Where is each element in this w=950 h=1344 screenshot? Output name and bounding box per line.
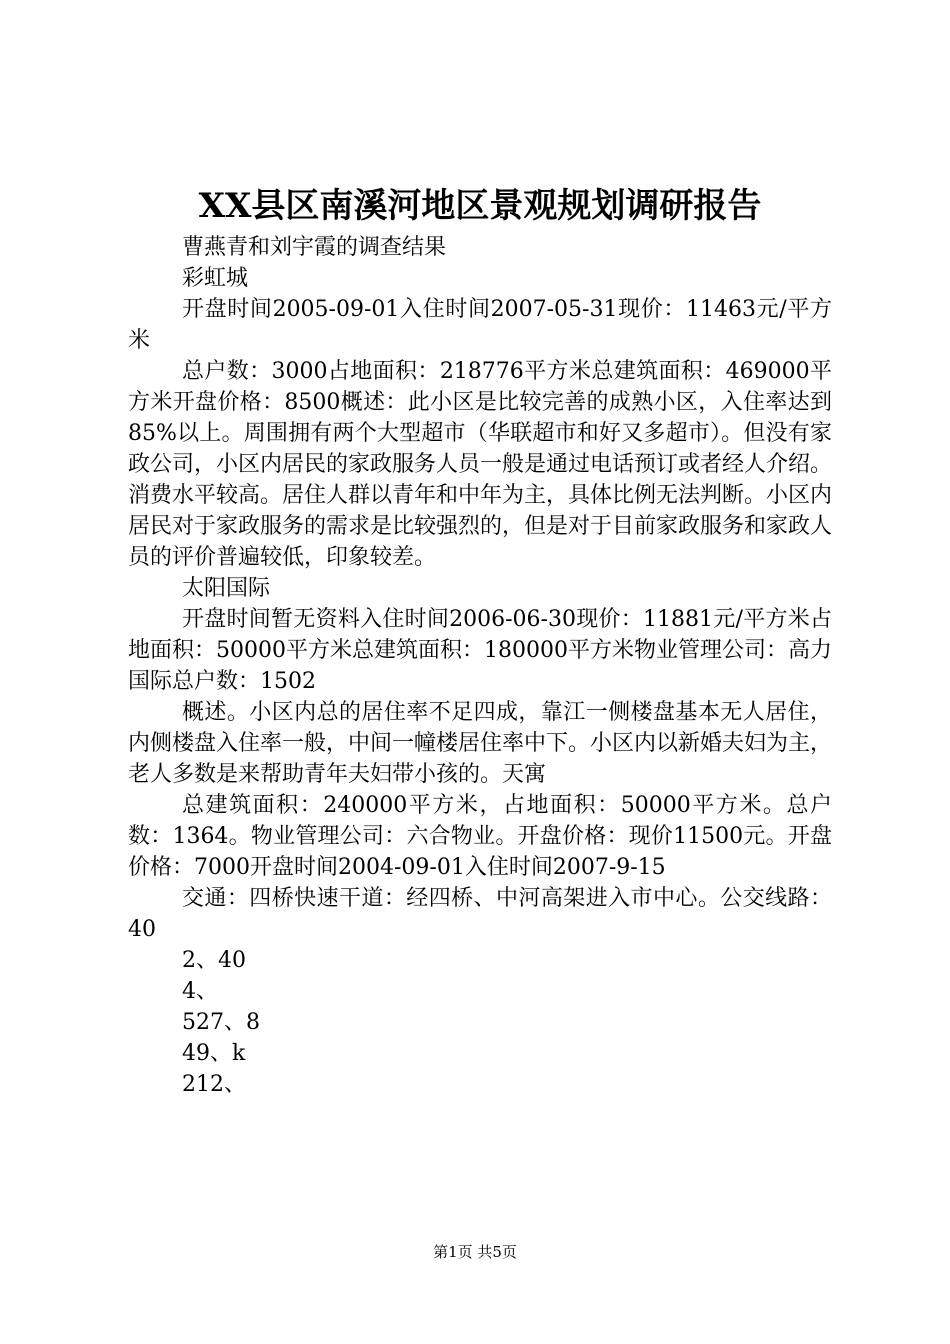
paragraph-bus-line: 49、k xyxy=(182,1041,246,1066)
paragraph-bus-line: 2、40 xyxy=(182,948,246,973)
paragraph-taiyangguoji-details: 开盘时间暂无资料入住时间2006-06-30现价：11881元/平方米占地面积：50000平方米总建筑面积：180000平方米物业管理公司：高力国际总户数：1502 xyxy=(128,607,832,694)
paragraph-heading-taiyangguoji: 太阳国际 xyxy=(182,576,271,601)
document-title: XX县区南溪河地区景观规划调研报告 xyxy=(198,186,762,226)
paragraph-bus-line: 527、8 xyxy=(182,1010,260,1035)
page-footer: 第1页 共5页 xyxy=(433,1243,517,1261)
paragraph-taiyangguoji-overview: 概述。小区内总的居住率不足四成，靠江一侧楼盘基本无人居住，内侧楼盘入住率一般，中间一幢楼居住率中下。小区内以新婚夫妇为主，老人多数是来帮助青年夫妇带小孩的。天寓 xyxy=(128,700,833,787)
document-page xyxy=(128,178,832,1100)
paragraph-bus-line: 4、 xyxy=(182,979,218,1004)
paragraph-tianyu-details: 总建筑面积：240000平方米，占地面积：50000平方米。总户数：1364。物业管理公司：六合物业。开盘价格：现价11500元。开盘价格：7000开盘时间2004-09-01入住时间2007-9-15 xyxy=(128,793,832,880)
paragraph-caihongcheng-overview: 总户数：3000占地面积：218776平方米总建筑面积：469000平方米开盘价格：8500概述：此小区是比较完善的成熟小区，入住率达到85%以上。周围拥有两个大型超市（华联超市和好又多超市）。但没有家政公司，小区内居民的家政服务人员一般是通过电话预订或者经人介绍。消费水平较高。居住人群以青年和中年为主，具体比例无法判断。小区内居民对于家政服务的需求是比较强烈的，但是对于目前家政服务和家政人员的评价普遍较低，印象较差。 xyxy=(128,359,833,570)
paragraph-heading-caihongcheng: 彩虹城 xyxy=(182,266,249,291)
paragraph-bus-line: 212、 xyxy=(182,1072,246,1097)
paragraph-transport: 交通：四桥快速干道：经四桥、中河高架进入市中心。公交线路：40 xyxy=(128,886,832,942)
paragraph-survey-authors: 曹燕青和刘宇霞的调查结果 xyxy=(182,235,447,260)
paragraph-caihongcheng-dates: 开盘时间2005-09-01入住时间2007-05-31现价：11463元/平方米 xyxy=(128,297,832,353)
